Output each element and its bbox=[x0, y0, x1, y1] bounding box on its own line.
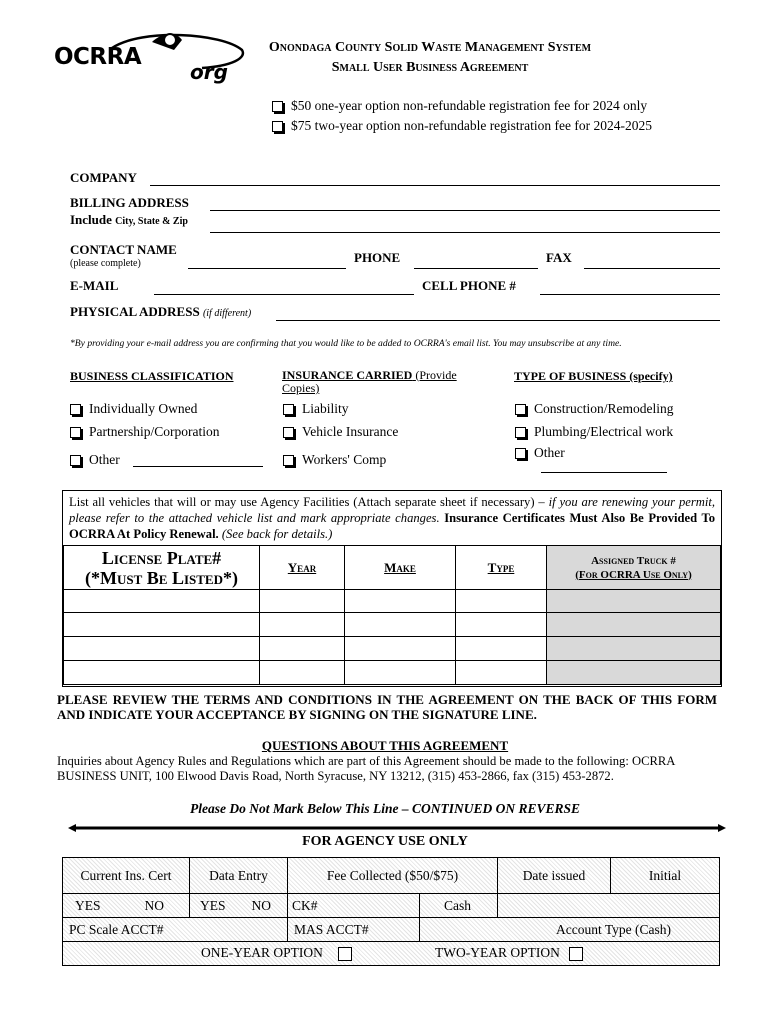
vehicle-intro: List all vehicles that will or may use Agency Facilities (Attach separate sheet if necessary) – if you are renewing your permit, please refer to the attached vehicle list and mark appropriate changes. Insurance Certificates Must Also Be Provided To OCRRA At Policy Renewal. (See back for details.) bbox=[69, 495, 715, 541]
date-issued-cell: Date issued bbox=[498, 858, 611, 894]
vehicle-row bbox=[64, 613, 721, 637]
agency-table bbox=[62, 857, 720, 966]
pc-scale-cell[interactable]: PC Scale ACCT# bbox=[63, 918, 288, 942]
year-cell[interactable] bbox=[260, 661, 345, 685]
contact-label: CONTACT NAME bbox=[70, 242, 177, 257]
vehicle-row bbox=[64, 590, 721, 613]
checkbox-icon[interactable] bbox=[515, 448, 526, 459]
checkbox-icon[interactable] bbox=[272, 121, 283, 132]
company-label: COMPANY bbox=[70, 170, 137, 185]
checkbox-icon[interactable] bbox=[70, 427, 81, 438]
classification-partnership[interactable]: Partnership/Corporation bbox=[70, 424, 219, 440]
plate-cell[interactable] bbox=[64, 637, 260, 661]
data-entry-cell: Data Entry bbox=[190, 858, 288, 894]
checkbox-icon[interactable] bbox=[283, 455, 294, 466]
phone-label: PHONE bbox=[354, 250, 401, 265]
plate-cell[interactable] bbox=[64, 613, 260, 637]
email-note: *By providing your e-mail address you are confirming that you would like to be added to OCRRA's email list. You may unsubscribe at any time. bbox=[70, 338, 622, 349]
fee-option-one-year[interactable]: $50 one-year option non-refundable registration fee for 2024 only bbox=[272, 98, 647, 114]
vehicle-row bbox=[64, 661, 721, 685]
billing-field-2[interactable] bbox=[210, 232, 720, 233]
email-label: E-MAIL bbox=[70, 278, 119, 293]
type-cell[interactable] bbox=[456, 590, 547, 613]
contact-note: (please complete) bbox=[70, 258, 141, 269]
insurance-vehicle[interactable]: Vehicle Insurance bbox=[283, 424, 398, 440]
make-cell[interactable] bbox=[345, 590, 456, 613]
checkbox-icon[interactable] bbox=[70, 404, 81, 415]
type-other-field[interactable] bbox=[541, 472, 667, 473]
entry-yes-no-cell[interactable]: YES NO bbox=[190, 894, 288, 918]
assigned-cell bbox=[547, 613, 721, 637]
assigned-cell bbox=[547, 590, 721, 613]
one-year-option[interactable]: ONE-YEAR OPTION bbox=[201, 945, 360, 961]
ck-cell[interactable]: CK# bbox=[288, 894, 420, 918]
plate-cell[interactable] bbox=[64, 661, 260, 685]
questions-body: Inquiries about Agency Rules and Regulations which are part of this Agreement should be made to the following: OCRRA BUSINESS UNIT, 100 Elwood Davis Road, North Syracuse, NY 13212, (315) 453-2866, fax (315) 453-2872. bbox=[57, 754, 675, 783]
physical-field[interactable] bbox=[276, 320, 720, 321]
cell-label: CELL PHONE # bbox=[422, 278, 516, 293]
do-not-mark-notice: Please Do Not Mark Below This Line – CONTINUED ON REVERSE bbox=[189, 801, 581, 816]
ocrra-logo bbox=[52, 28, 252, 88]
col-assigned-truck: Assigned Truck # (For OCRRA Use Only) bbox=[547, 546, 721, 590]
checkbox-icon[interactable] bbox=[515, 427, 526, 438]
mas-acct-cell[interactable]: MAS ACCT# bbox=[288, 918, 420, 942]
classification-heading: BUSINESS CLASSIFICATION bbox=[70, 369, 234, 383]
fax-field[interactable] bbox=[584, 268, 720, 269]
type-construction[interactable]: Construction/Remodeling bbox=[515, 401, 674, 417]
make-cell[interactable] bbox=[345, 637, 456, 661]
account-type-cell[interactable]: Account Type (Cash) bbox=[420, 918, 720, 942]
contact-field[interactable] bbox=[188, 268, 346, 269]
questions-heading: QUESTIONS ABOUT THIS AGREEMENT bbox=[261, 738, 509, 753]
type-cell[interactable] bbox=[456, 661, 547, 685]
current-ins-cell: Current Ins. Cert bbox=[63, 858, 190, 894]
business-type-heading: TYPE OF BUSINESS (specify) bbox=[514, 369, 673, 383]
option-row bbox=[63, 942, 720, 966]
review-notice: PLEASE REVIEW THE TERMS AND CONDITIONS IN THE AGREEMENT ON THE BACK OF THIS FORM AND INDICATE YOUR ACCEPTANCE BY SIGNING ON THE SIGNATURE LINE. bbox=[57, 692, 717, 722]
type-other[interactable]: Other bbox=[515, 445, 565, 461]
plate-cell[interactable] bbox=[64, 590, 260, 613]
year-cell[interactable] bbox=[260, 590, 345, 613]
col-make: Make bbox=[345, 546, 456, 590]
divider-line bbox=[68, 822, 726, 834]
blank-cell bbox=[498, 894, 720, 918]
insurance-workers-comp[interactable]: Workers' Comp bbox=[283, 452, 386, 468]
checkbox-icon[interactable] bbox=[283, 427, 294, 438]
billing-field[interactable] bbox=[210, 210, 720, 211]
make-cell[interactable] bbox=[345, 613, 456, 637]
logo-text: OCRRA bbox=[54, 44, 142, 70]
checkbox-icon[interactable] bbox=[272, 101, 283, 112]
two-year-option[interactable]: TWO-YEAR OPTION bbox=[435, 945, 591, 961]
header-line-2: Small User Business Agreement bbox=[331, 60, 529, 75]
type-cell[interactable] bbox=[456, 637, 547, 661]
company-field[interactable] bbox=[150, 185, 720, 186]
classification-other-field[interactable] bbox=[133, 466, 263, 467]
type-cell[interactable] bbox=[456, 613, 547, 637]
initial-cell: Initial bbox=[611, 858, 720, 894]
include-label: Include City, State & Zip bbox=[70, 212, 188, 227]
insurance-heading: INSURANCE CARRIED (Provide Copies) bbox=[282, 368, 457, 395]
assigned-cell bbox=[547, 661, 721, 685]
type-plumbing[interactable]: Plumbing/Electrical work bbox=[515, 424, 673, 440]
phone-field[interactable] bbox=[414, 268, 538, 269]
col-year: Year bbox=[260, 546, 345, 590]
vehicle-row bbox=[64, 637, 721, 661]
checkbox-icon[interactable] bbox=[515, 404, 526, 415]
year-cell[interactable] bbox=[260, 613, 345, 637]
ins-yes-no-cell[interactable]: YES NO bbox=[63, 894, 190, 918]
cash-cell[interactable]: Cash bbox=[420, 894, 498, 918]
checkbox-icon[interactable] bbox=[283, 404, 294, 415]
insurance-liability[interactable]: Liability bbox=[283, 401, 349, 417]
fax-label: FAX bbox=[546, 250, 572, 265]
fee-collected-cell: Fee Collected ($50/$75) bbox=[288, 858, 498, 894]
logo-suffix: org bbox=[190, 60, 228, 84]
vehicle-table bbox=[63, 545, 721, 685]
make-cell[interactable] bbox=[345, 661, 456, 685]
checkbox-icon[interactable] bbox=[70, 455, 81, 466]
assigned-cell bbox=[547, 637, 721, 661]
checkbox-icon[interactable] bbox=[338, 947, 352, 961]
classification-other[interactable]: Other bbox=[70, 452, 120, 468]
physical-label: PHYSICAL ADDRESS (if different) bbox=[70, 304, 252, 319]
year-cell[interactable] bbox=[260, 637, 345, 661]
col-license-plate: License Plate# (*Must Be Listed*) bbox=[64, 546, 260, 590]
billing-label: BILLING ADDRESS bbox=[70, 195, 189, 210]
header-line-1: Onondaga County Solid Waste Management System bbox=[268, 40, 592, 55]
agency-heading: FOR AGENCY USE ONLY bbox=[302, 834, 468, 849]
classification-individual[interactable]: Individually Owned bbox=[70, 401, 197, 417]
fee-option-two-year[interactable]: $75 two-year option non-refundable registration fee for 2024-2025 bbox=[272, 118, 652, 134]
checkbox-icon[interactable] bbox=[569, 947, 583, 961]
vehicle-box bbox=[62, 490, 722, 687]
col-type: Type bbox=[456, 546, 547, 590]
email-field[interactable] bbox=[154, 294, 414, 295]
cell-field[interactable] bbox=[540, 294, 720, 295]
